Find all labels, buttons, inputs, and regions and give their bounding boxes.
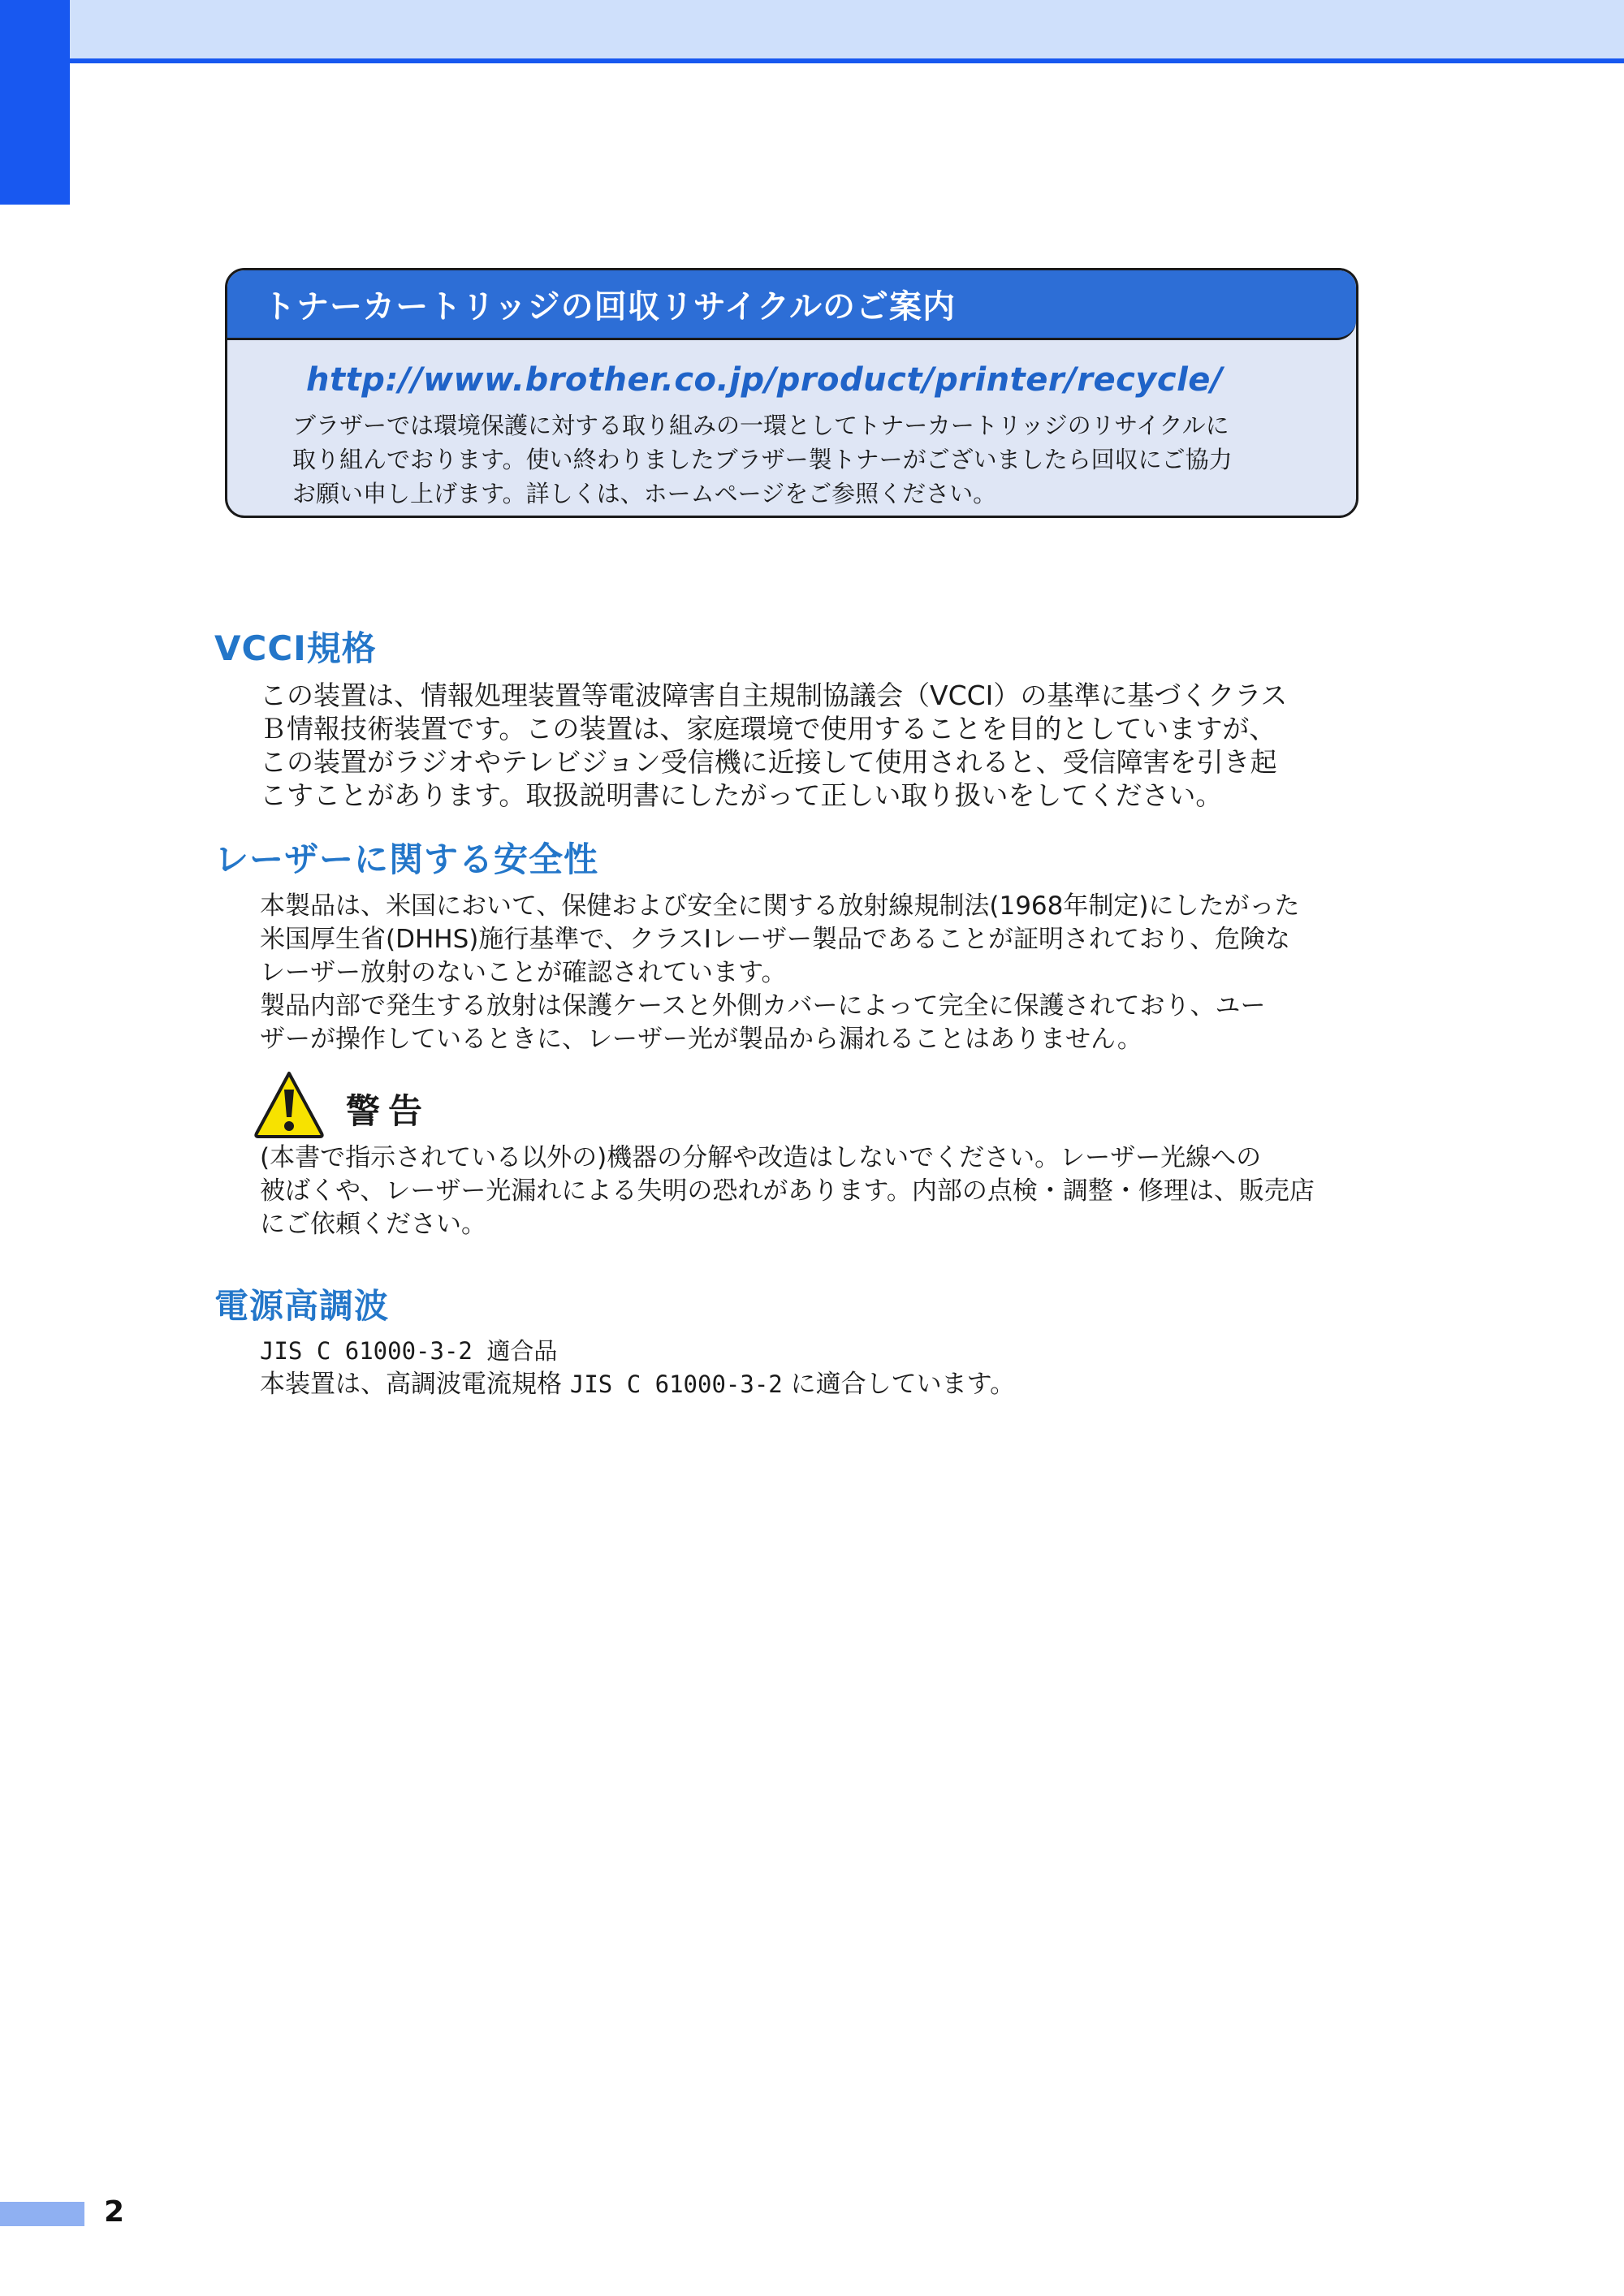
header-band	[0, 0, 1624, 58]
recycle-notice-header	[227, 270, 1356, 340]
recycle-notice-box	[225, 268, 1358, 518]
corner-tab	[0, 0, 70, 205]
warning-line: 被ばくや、レーザー光漏れによる失明の恐れがあります。内部の点検・調整・修理は、販売店	[260, 1176, 1315, 1206]
recycle-notice-line: ブラザーでは環境保護に対する取り組みの一環としてトナーカートリッジのリサイクルに	[292, 412, 1229, 439]
recycle-notice-line: お願い申し上げます。詳しくは、ホームページをご参照ください。	[292, 480, 997, 507]
page-number: 2	[104, 2195, 125, 2229]
laser-line: ザーが操作しているときに、レーザー光が製品から漏れることはありません。	[260, 1025, 1142, 1054]
laser-line: レーザー放射のないことが確認されています。	[260, 958, 787, 987]
laser-line: 米国厚生省(DHHS)施行基準で、クラスⅠレーザー製品であることが証明されており、危険な	[260, 925, 1290, 954]
laser-line: 本製品は、米国において、保健および安全に関する放射線規制法(1968年制定)にしたがった	[260, 891, 1300, 921]
vcci-heading: VCCI規格	[214, 628, 377, 668]
laser-line: 製品内部で発生する放射は保護ケースと外側カバーによって完全に保護されており、ユー	[260, 991, 1266, 1021]
harmonics-paragraph	[260, 1335, 1397, 1401]
recycle-notice-line: 取り組んでおります。使い終わりましたブラザー製トナーがございましたら回収にご協力	[292, 446, 1233, 473]
recycle-url-link[interactable]: http://www.brother.co.jp/product/printer/recycle/	[306, 361, 1224, 399]
harmonics-compliance-line: JIS C 61000-3-2 適合品	[260, 1337, 558, 1365]
recycle-notice-body	[292, 408, 1348, 511]
vcci-paragraph	[260, 679, 1397, 812]
warning-paragraph	[260, 1142, 1397, 1241]
warning-line: (本書で指示されている以外の)機器の分解や改造はしないでください。レーザー光線への	[260, 1143, 1262, 1172]
recycle-notice-title: トナーカートリッジの回収リサイクルのご案内	[263, 288, 956, 326]
vcci-line: この装置は、情報処理装置等電波障害自主規制協議会（VCCI）の基準に基づくクラス	[260, 680, 1288, 711]
header-rule	[0, 58, 1624, 63]
warning-line: にご依頼ください。	[260, 1210, 486, 1239]
vcci-line: Ｂ情報技術装置です。この装置は、家庭環境で使用することを目的としていますが、	[260, 713, 1276, 744]
harmonics-standard-code: JIS C 61000-3-2	[569, 1370, 783, 1398]
vcci-line: こすことがあります。取扱説明書にしたがって正しい取り扱いをしてください。	[260, 779, 1223, 811]
harmonics-heading: 電源高調波	[214, 1286, 390, 1326]
harmonics-statement-suffix: に適合しています。	[790, 1370, 1016, 1399]
laser-heading: レーザーに関する安全性	[214, 839, 599, 879]
warning-label: 警告	[346, 1091, 431, 1131]
harmonics-statement-prefix: 本装置は、高調波電流規格	[260, 1370, 562, 1399]
page-number-bar	[0, 2202, 84, 2226]
vcci-line: この装置がラジオやテレビジョン受信機に近接して使用されると、受信障害を引き起	[260, 746, 1277, 778]
warning-triangle-icon	[253, 1070, 325, 1138]
laser-paragraph	[260, 890, 1397, 1056]
